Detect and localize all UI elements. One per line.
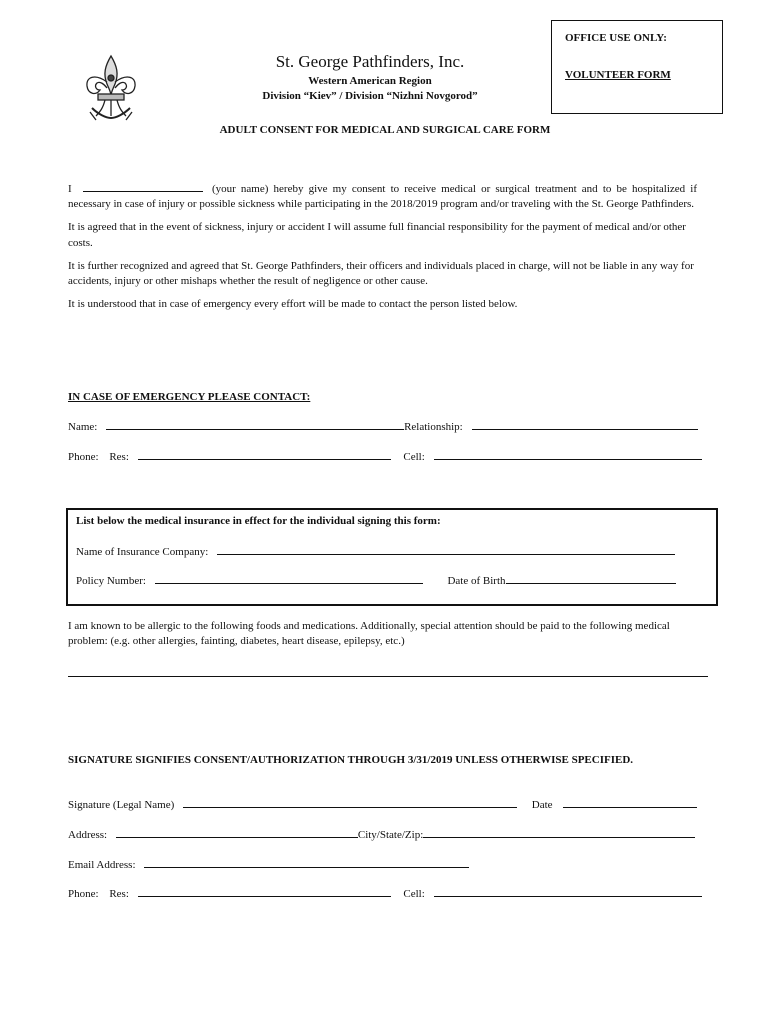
signer-cell-label: Cell: bbox=[403, 888, 425, 900]
email-field[interactable] bbox=[144, 857, 469, 868]
policy-number-label: Policy Number: bbox=[76, 575, 146, 587]
volunteer-form-label: VOLUNTEER FORM bbox=[565, 69, 671, 81]
date-of-birth-field[interactable] bbox=[506, 573, 676, 584]
office-use-label: OFFICE USE ONLY: bbox=[565, 32, 667, 44]
city-state-zip-label: City/State/Zip: bbox=[357, 829, 424, 841]
signer-res-phone-field[interactable] bbox=[138, 886, 391, 897]
date-of-birth-label: Date of Birth bbox=[447, 575, 506, 587]
emergency-name-label: Name: bbox=[68, 421, 98, 433]
emergency-phone-label: Phone: bbox=[68, 451, 99, 463]
region-name: Western American Region bbox=[308, 75, 432, 87]
emergency-heading: IN CASE OF EMERGENCY PLEASE CONTACT: bbox=[68, 391, 311, 403]
signer-cell-phone-field[interactable] bbox=[434, 886, 702, 897]
address-label: Address: bbox=[68, 829, 108, 841]
address-field[interactable] bbox=[116, 827, 358, 838]
insurance-company-field[interactable] bbox=[217, 544, 675, 555]
allergies-field[interactable] bbox=[68, 676, 708, 677]
consent-intro-text: (your name) hereby give my consent to receive medical or surgical treatment and to be hospitalized if necessary in case of injury or possible sickness while participating in the 2018/2019 program and/or traveling with the St. George Pathfinders. bbox=[68, 183, 698, 211]
your-name-field[interactable] bbox=[83, 181, 203, 192]
emergency-res-phone-field[interactable] bbox=[138, 449, 391, 460]
allergies-text: I am known to be allergic to the following foods and medications. Additionally, special attention should be paid to the following medical problem: (e.g. other allergies, fainting, diabetes, heart disease, epilepsy, etc.) bbox=[68, 620, 670, 648]
consent-paragraph-3: It is further recognized and agreed that St. George Pathfinders, their officers and individuals placed in charge, will not be liable in any way for accidents, injury or other mishaps whether the result of negligence or other cause. bbox=[68, 259, 694, 287]
consent-prefix: I bbox=[68, 183, 72, 195]
signer-res-label: Res: bbox=[109, 888, 129, 900]
policy-number-field[interactable] bbox=[155, 573, 423, 584]
insurance-box bbox=[66, 508, 718, 606]
email-label: Email Address: bbox=[68, 859, 136, 871]
signature-label: Signature (Legal Name) bbox=[68, 799, 175, 811]
signer-phone-label: Phone: bbox=[68, 888, 99, 900]
insurance-heading: List below the medical insurance in effect for the individual signing this form: bbox=[76, 515, 441, 527]
emergency-res-label: Res: bbox=[109, 451, 129, 463]
consent-paragraph-1 bbox=[68, 181, 697, 212]
emergency-cell-label: Cell: bbox=[403, 451, 425, 463]
office-use-box bbox=[551, 20, 723, 114]
signature-date-field[interactable] bbox=[563, 797, 697, 808]
fleur-de-lis-scout-emblem-icon bbox=[78, 52, 144, 124]
emergency-cell-phone-field[interactable] bbox=[434, 449, 702, 460]
consent-paragraph-4: It is understood that in case of emergency every effort will be made to contact the person listed below. bbox=[68, 298, 518, 311]
organization-logo bbox=[78, 52, 144, 124]
emergency-name-field[interactable] bbox=[106, 419, 404, 430]
emergency-relationship-field[interactable] bbox=[472, 419, 698, 430]
signature-field[interactable] bbox=[183, 797, 517, 808]
emergency-relationship-label: Relationship: bbox=[404, 421, 463, 433]
organization-name: St. George Pathfinders, Inc. bbox=[275, 52, 465, 71]
insurance-company-label: Name of Insurance Company: bbox=[76, 546, 209, 558]
division-names: Division “Kiev” / Division “Nizhni Novgorod” bbox=[262, 90, 478, 103]
consent-paragraph-2: It is agreed that in the event of sickness, injury or accident I will assume full financial responsibility for the payment of medical and/or other costs. bbox=[68, 221, 686, 249]
city-state-zip-field[interactable] bbox=[423, 827, 695, 838]
consent-statement: SIGNATURE SIGNIFIES CONSENT/AUTHORIZATION THROUGH 3/31/2019 UNLESS OTHERWISE SPECIFIED. bbox=[68, 754, 634, 766]
form-title: ADULT CONSENT FOR MEDICAL AND SURGICAL CARE FORM bbox=[219, 124, 551, 136]
signature-date-label: Date bbox=[531, 799, 553, 811]
